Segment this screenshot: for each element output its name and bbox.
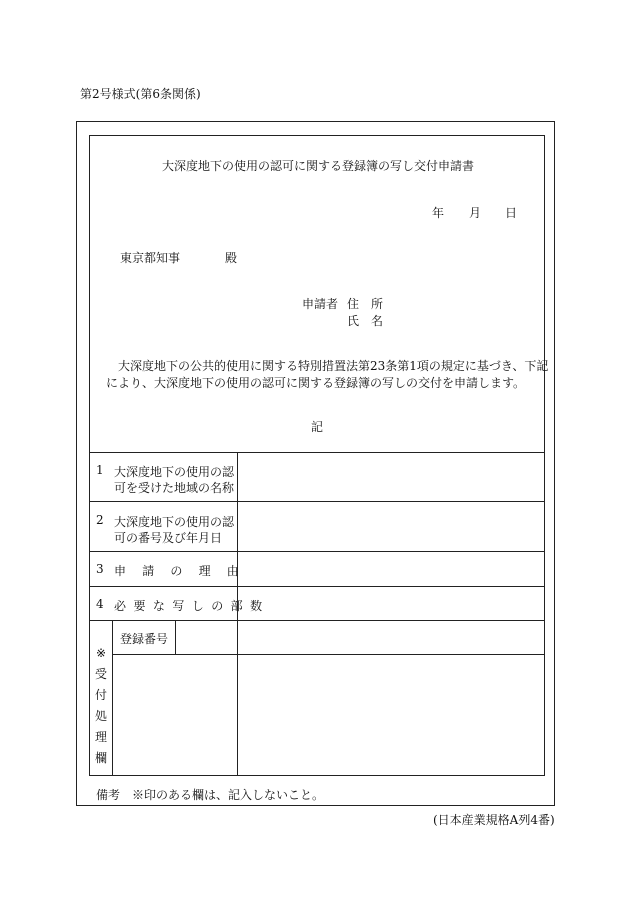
reception-char: 理 — [94, 730, 107, 744]
row-1-label-line2: 可を受けた地域の名称 — [114, 481, 235, 495]
row-2-number: 2 — [96, 513, 104, 527]
reception-divider — [112, 654, 545, 655]
applicant-address-label: 住 所 — [347, 297, 384, 311]
remarks: 備考 ※印のある欄は、記入しないこと。 — [96, 788, 325, 802]
addressee-name: 東京都知事 — [120, 251, 181, 265]
applicant-name-label: 氏 名 — [347, 314, 384, 328]
date-day: 日 — [505, 206, 518, 220]
row-divider — [89, 551, 545, 552]
row-3-label: 申請の理由 — [114, 564, 256, 578]
reception-char: 欄 — [94, 751, 107, 765]
form-inner-frame — [89, 135, 545, 776]
row-3-number: 3 — [96, 562, 104, 576]
row-divider — [89, 501, 545, 502]
reception-char: 処 — [94, 709, 107, 723]
row-4-number: 4 — [96, 597, 104, 611]
date-year: 年 — [432, 206, 445, 220]
registration-number-label: 登録番号 — [120, 632, 169, 646]
form-label: 第2号様式(第6条関係) — [80, 87, 201, 101]
row-divider — [89, 586, 545, 587]
reception-column-divider — [112, 620, 113, 775]
ki-heading: 記 — [311, 420, 324, 434]
date-month: 月 — [469, 206, 482, 220]
table-top-line — [89, 452, 545, 453]
applicant-label: 申請者 — [302, 297, 339, 311]
row-4-label: 必要な写しの部数 — [114, 599, 270, 613]
row-2-label-line2: 可の番号及び年月日 — [114, 531, 223, 545]
reception-char: 付 — [94, 688, 107, 702]
row-1-label-line1: 大深度地下の使用の認 — [114, 465, 235, 479]
row-divider — [89, 620, 545, 621]
registration-number-divider — [175, 620, 176, 654]
addressee-honorific: 殿 — [225, 251, 238, 265]
reception-column — [94, 643, 108, 769]
reception-mark: ※ — [95, 646, 107, 660]
row-2-label-line1: 大深度地下の使用の認 — [114, 515, 235, 529]
form-title: 大深度地下の使用の認可に関する登録簿の写し交付申請書 — [162, 159, 475, 173]
body-text-line2: により、大深度地下の使用の認可に関する登録簿の写しの交付を申請します。 — [106, 376, 526, 390]
body-text-line1: 大深度地下の公共的使用に関する特別措置法第23条第1項の規定に基づき、下記 — [118, 359, 549, 373]
paper-standard: (日本産業規格A列4番) — [433, 813, 555, 827]
reception-char: 受 — [94, 667, 107, 681]
row-1-number: 1 — [96, 463, 104, 477]
